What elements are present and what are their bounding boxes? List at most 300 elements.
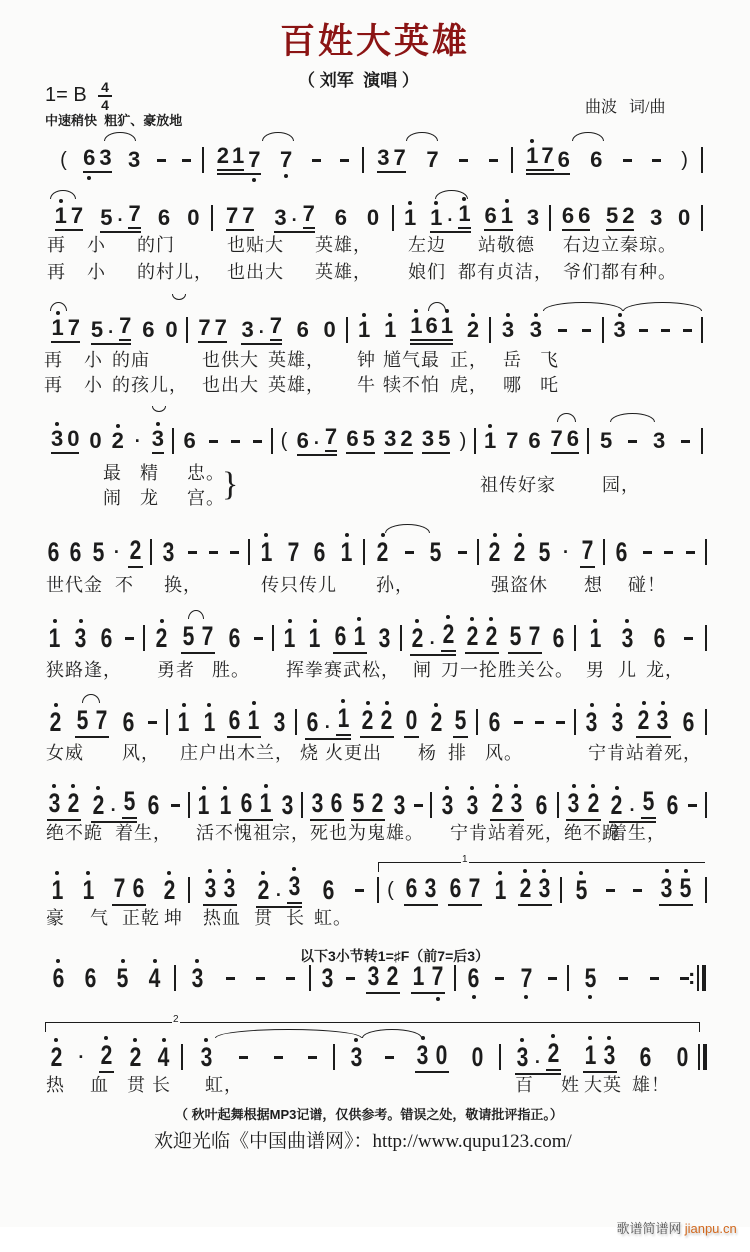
note-digit: 3 [273,706,286,737]
beam-group [274,203,315,233]
lyric-text: 犊不怕 [383,375,440,395]
octave-dot-high [71,784,75,788]
lyric-text: 龙 [140,488,159,508]
beam-group [336,702,351,736]
note [335,207,347,229]
beam-group [583,1039,617,1073]
lyric-text: 再 [44,375,63,395]
beam-group [47,787,81,821]
dash [308,1056,317,1059]
note-digit: 5 [454,704,467,735]
measure [187,314,347,346]
dash [274,1056,283,1059]
barline [701,205,703,231]
barline [143,625,145,651]
note-digit: 2 [49,706,62,737]
note-digit: 3 [321,962,333,993]
dash [340,159,349,162]
note-digit: 5 [438,426,451,451]
note [121,706,136,737]
note [404,704,419,735]
lyric-text: 男 [586,660,605,680]
lyric-text: 豪 [46,908,65,928]
beam-group [384,428,413,454]
note [351,787,366,818]
note [360,704,375,735]
note-digit: 3 [621,622,634,653]
beam-group [55,205,84,231]
note-digit: 6 [296,317,309,342]
beam-group [641,785,656,819]
measure [167,706,296,738]
note-digit: 6 [488,706,501,737]
lyric-text: 也供大 [202,350,259,370]
note-digit: 1 [357,317,371,342]
note [303,203,315,225]
measure [363,144,512,176]
lyric-text: 姓 [561,1075,580,1095]
beam-group [366,960,400,994]
note-digit: 2 [485,620,498,651]
lyric-text: 风。 [485,743,523,763]
lyric-text: 换， [164,575,202,595]
lyric-text: 百 [515,1075,534,1095]
note-digit: 2 [611,789,623,820]
barline [474,428,476,454]
barline [271,428,273,454]
octave-dot-high [264,533,268,537]
note-digit: 6 [322,874,335,905]
note-digit: 2 [376,536,389,567]
lyric-text: 祖传好家 [480,475,556,495]
note [508,620,523,651]
note-digit: 6 [69,536,82,567]
note [678,872,693,903]
note-digit: 6 [334,620,346,651]
note [426,149,438,171]
note [83,147,95,169]
note [537,536,552,567]
note-digit: 1 [412,960,425,991]
octave-dot-low [87,176,91,180]
beam-group [346,428,375,454]
measure [401,618,575,654]
dash [681,440,690,443]
note [586,787,601,818]
note [307,622,322,653]
note [321,874,336,905]
note-digit: 3 [191,962,203,993]
measure [38,536,151,568]
lyric-text: 烧 [300,743,319,763]
note [613,319,625,341]
lyric-text: 庄户出木兰， [180,743,294,763]
octave-dot-high [588,1036,592,1040]
barline [511,147,513,173]
note-digit: 3 [151,426,164,451]
note-digit: 3 [384,426,397,451]
note-digit: 3 [127,147,141,172]
lyric-text: 飞 [540,350,559,370]
note [51,317,63,339]
note [119,315,131,337]
beam-group [636,704,670,738]
octave-dot-high [160,619,164,623]
measure [151,536,249,568]
barline [333,1044,335,1070]
dash [558,329,567,332]
beam-group [51,428,80,454]
note-digit: 6 [330,787,343,818]
measure [475,425,588,457]
note-digit: 1 [232,143,245,168]
lyric-text: 馗气最 [383,350,440,370]
measure [203,144,363,176]
octave-dot-high [223,786,227,790]
note-digit: 6 [557,147,570,172]
note-digit: 5 [679,872,692,903]
note-digit: 3 [48,787,61,818]
note-digit: 6 [314,536,326,567]
octave-dot-high [156,422,160,426]
octave-dot-high [182,703,186,707]
note-digit: 3 [568,787,580,818]
note [411,960,426,991]
barline [150,539,152,565]
note-digit: 1 [440,313,453,338]
slur [104,132,136,141]
barline [186,317,188,343]
dash [148,721,157,724]
barline [362,147,364,173]
lyric-text: 岳 [503,350,522,370]
lyric-text: 娘们 [408,262,446,282]
song-title: 百姓大英雄 [279,22,470,61]
barline [400,625,402,651]
beam-group [75,704,109,738]
note [506,430,518,452]
note-digit: 2 [92,789,104,820]
note [71,205,83,227]
note [484,620,499,651]
note [465,620,480,651]
barline [549,205,551,231]
lyric-text: 吒 [540,375,559,395]
lyric-text: 想 [584,575,603,595]
note [227,704,242,735]
note [428,536,443,567]
lyric-text: 排 [448,743,467,763]
note [509,787,524,818]
note [392,789,407,820]
note-digit: 2 [111,428,124,453]
note [400,428,412,450]
note [312,536,327,567]
note [48,706,63,737]
note-digit: 5 [642,785,654,816]
octave-dot-high [116,424,120,428]
barline [701,428,703,454]
note-digit: 2 [155,622,168,653]
time-signature [98,80,112,112]
transcription-note: （ 秋叶起舞根据MP3记谱，仅供参考。错误之处，敬请批评指正。） [175,1107,563,1122]
barline [574,709,576,735]
note-digit: 7 [269,313,282,338]
note [512,536,527,567]
measure [273,622,401,654]
note-digit: 7 [113,872,126,903]
beam-group [453,704,468,738]
note [320,962,335,993]
lyric-text: 正， [450,350,488,370]
note-digit: 0 [323,317,336,342]
octave-dot-high [505,199,509,203]
beam-group [297,426,338,456]
lyric-text: 再 [47,262,66,282]
beam-group [217,145,261,175]
note-digit: 6 [47,536,60,567]
slur [572,132,604,141]
octave-dot-high [446,615,450,619]
note [99,622,114,653]
slur [82,694,100,703]
parenthesis: ( [387,879,394,901]
dash [683,329,692,332]
octave-dot-high [470,617,474,621]
note [440,789,455,820]
dash [182,159,191,162]
lyric-text: 宫。 [187,488,225,508]
lyric-text: 左边 [408,235,446,255]
note [91,319,103,341]
note-digit: 6 [683,706,695,737]
measure [334,1041,500,1073]
dash [495,977,504,980]
lyric-text: 孙， [376,575,414,595]
dash [346,977,355,980]
note-digit: 7 [248,147,261,172]
note-digit: 6 [467,962,480,993]
note-digit: 3 [612,706,624,737]
time-signature-bottom: 4 [101,96,109,113]
note-digit: 1 [410,313,423,338]
note [470,1041,485,1072]
note [333,620,348,651]
note-digit: 6 [132,872,145,903]
note [600,430,612,452]
lyric-text: 着生， [115,823,172,843]
note [377,147,389,169]
lyric-text: 最 [103,463,122,483]
note-digit: 0 [472,1041,484,1072]
note-digit: 1 [283,622,296,653]
note [226,205,238,227]
slur [188,610,204,619]
note-digit: 3 [516,1041,529,1072]
note [501,205,513,227]
dash [286,977,295,980]
note-digit: 6 [566,426,580,451]
note [67,428,79,450]
dash [458,551,467,554]
note-digit: 6 [535,789,548,820]
beam-group [404,704,419,738]
octave-dot-high [264,784,268,788]
barline [202,147,204,173]
note-digit: 6 [653,622,666,653]
measure [478,536,604,568]
note [502,319,514,341]
beam-group [526,145,570,175]
note-digit: 1 [219,789,232,820]
dash [606,889,615,892]
note [68,317,80,339]
measure [38,785,189,821]
note-digit: 7 [128,201,141,226]
note-digit: 5 [123,785,136,816]
modulation-note: 以下3小节转1=♯F（前7=后3） [300,948,490,964]
octave-dot-high [96,786,100,790]
note [394,147,406,169]
note-digit: 2 [491,787,504,818]
note-digit: 1 [49,622,61,653]
note-digit: 7 [201,620,214,651]
lyric-brace: } [222,466,239,503]
note-digit: 3 [367,960,380,991]
note [467,319,479,341]
lyric-text: 血 [90,1075,109,1095]
note [385,960,400,991]
note-digit: 1 [260,536,273,567]
note [161,536,176,567]
volta-number: 1 [462,854,468,865]
octave-dot-high [252,701,256,705]
dash [514,721,523,724]
beam-group [508,620,542,654]
note [259,536,274,567]
note-digit: 0 [676,1041,689,1072]
measure [249,536,364,568]
dash [312,159,321,162]
note [441,315,453,337]
beam-group [51,317,80,343]
note [530,319,542,341]
note-digit: 6 [142,317,155,342]
beam-group [270,315,282,341]
note [239,787,254,818]
note [165,319,177,341]
barline [172,428,174,454]
note [203,872,218,903]
slur [50,190,76,199]
beam-group [226,205,255,231]
note-digit: 2 [587,787,599,818]
note [493,874,508,905]
note-digit: 3 [660,872,673,903]
note [100,207,112,229]
note-digit: 0 [67,426,80,451]
note [429,706,444,737]
note-digit: 7 [214,315,227,340]
octave-dot-high [572,784,576,788]
barline [587,428,589,454]
note-digit: 1 [308,622,321,653]
barline [248,539,250,565]
note [584,706,599,737]
note-digit: 2 [488,536,501,567]
octave-dot-high [518,533,522,537]
lyric-text: 刀一抡胜关公。 [441,660,574,680]
lyric-text: 雄！ [632,1075,670,1095]
note [162,874,177,905]
note [425,315,437,337]
lyric-text: 虹。 [314,908,352,928]
note-digit: 7 [528,620,541,651]
dash [414,804,423,807]
augmentation-dot: · [629,799,636,820]
barline [705,709,707,735]
barline [477,539,479,565]
octave-dot-high [345,533,349,537]
note-digit: 4 [157,1041,170,1072]
measure [296,702,477,738]
beam-group [526,145,554,171]
note-digit: 7 [198,315,211,340]
note-digit: 3 [529,317,542,342]
lyric-text: 大英 [584,1075,622,1095]
dash [405,551,414,554]
note-digit: 4 [149,962,161,993]
lyric-text: 坤 [164,908,183,928]
lyric-text: 小 [84,350,103,370]
augmentation-dot: · [534,1051,541,1072]
composer-credit: 曲波 词/曲 [585,99,666,116]
note [99,147,111,169]
note-digit: 7 [520,962,532,993]
octave-dot-high [54,703,58,707]
barline [430,792,432,818]
note-digit: 5 [92,536,104,567]
note [681,706,696,737]
watermark-site-name: 歌谱简谱网 [616,1221,685,1236]
note [286,536,301,567]
measure [490,314,603,346]
octave-dot-high [153,959,157,963]
note-digit: 6 [228,622,241,653]
lyric-text: 也出大 [227,262,284,282]
note-digit: 3 [75,622,87,653]
note-digit: 3 [526,205,540,230]
measure [512,144,702,176]
measure [393,202,550,234]
lyric-text: 热血 [203,908,241,928]
note-digit: 1 [494,874,506,905]
note [487,706,502,737]
note-digit: 7 [506,428,519,453]
note [566,787,581,818]
dash [633,889,642,892]
note-digit: 3 [393,789,406,820]
note-digit: 5 [429,536,442,567]
beam-group [659,872,693,906]
octave-dot-high [195,959,199,963]
lyric-text: 狭路逢， [46,660,122,680]
note [46,536,61,567]
lyric-text: 的孩儿， [112,375,188,395]
note-digit: 7 [119,313,132,338]
note [430,207,442,229]
note-digit: 6 [122,706,135,737]
